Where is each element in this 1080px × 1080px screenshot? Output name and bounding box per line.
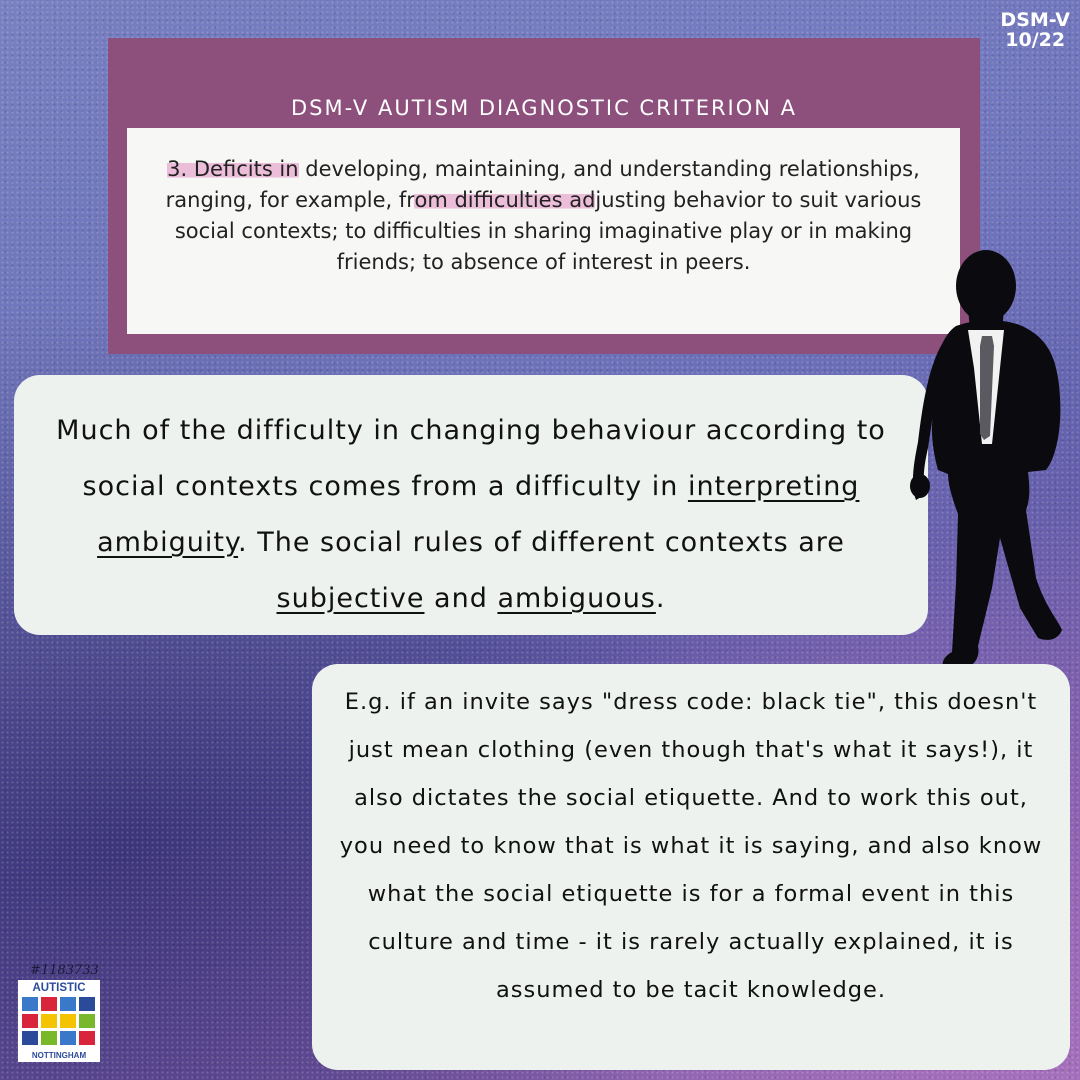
logo-grid (22, 997, 96, 1045)
criterion-card (108, 38, 980, 354)
criterion-box (127, 128, 960, 334)
criterion-highlight-1: 3. Deficits in (167, 157, 299, 181)
underlined-term-interpreting-ambiguity: interpreting ambiguity (97, 471, 860, 558)
logo-top-text: AUTISTIC (32, 982, 86, 994)
example-text: E.g. if an invite says "dress code: black tie", this doesn't just mean clothing (even though that's what it says!), it also dictates the social etiquette. And to work this out, you need to know that is what it is saying, and also know what the social etiquette is for a formal event in this culture and time - it is rarely actually explained, it is assumed to be tacit knowledge. (339, 689, 1043, 1003)
main-text-part: and (424, 583, 498, 614)
main-text (34, 403, 908, 627)
main-card (14, 375, 928, 635)
underlined-term-ambiguous: ambiguous (497, 583, 656, 614)
criterion-highlight-2: om difficulties ad (414, 188, 596, 212)
criterion-title: DSM-V AUTISM DIAGNOSTIC CRITERION A (290, 96, 798, 120)
corner-tag-line1: DSM-V (1000, 9, 1070, 31)
hashtag-label: #1183733 (30, 963, 99, 978)
walking-man-silhouette-icon (908, 248, 1068, 688)
criterion-text-part: developing, maintaining, and understanding relationships, ranging, for example, fr (165, 157, 920, 212)
logo-bottom-text: NOTTINGHAM (31, 1051, 87, 1060)
main-text-part: Much of the difficulty in changing behaviour according to social contexts comes from a difficulty in (56, 415, 886, 502)
criterion-text-part: justing behavior to suit various social contexts; to difficulties in sharing imaginative play or in making friends; to absence of interest in peers. (174, 188, 922, 274)
example-card (312, 664, 1070, 1070)
main-text-part: . The social rules of different contexts are (238, 527, 845, 558)
corner-tag-line2: 10/22 (1005, 29, 1066, 51)
autistic-nottingham-logo-icon (18, 980, 100, 1062)
underlined-term-subjective: subjective (276, 583, 425, 614)
criterion-text (155, 154, 932, 278)
main-text-part: . (655, 583, 666, 614)
corner-tag (1000, 10, 1070, 50)
